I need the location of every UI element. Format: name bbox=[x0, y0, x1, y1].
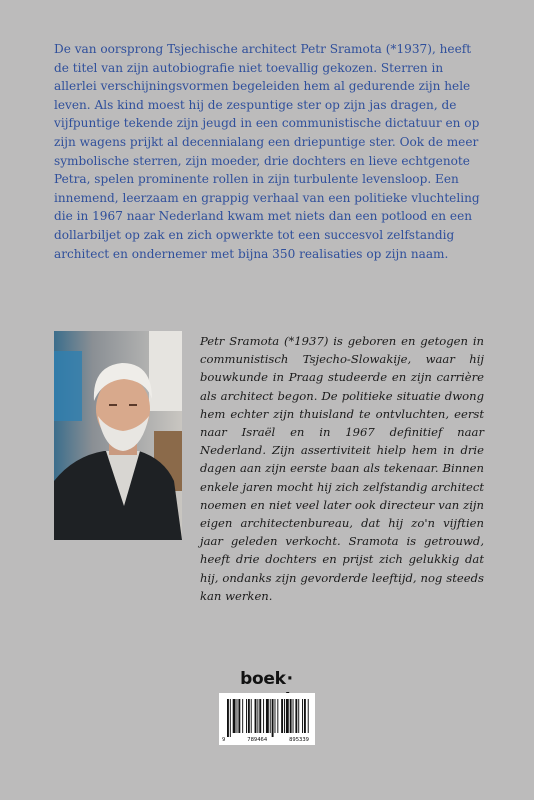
barcode-bar bbox=[308, 699, 309, 733]
barcode-bar bbox=[298, 699, 299, 733]
barcode-bar bbox=[230, 699, 231, 737]
barcode-bar bbox=[275, 699, 276, 733]
barcode-bar bbox=[246, 699, 247, 733]
barcode-bar bbox=[295, 699, 297, 733]
author-photo bbox=[54, 331, 182, 540]
isbn-barcode bbox=[219, 693, 315, 745]
ean-left-group: 789464 bbox=[247, 737, 268, 743]
barcode-bar bbox=[233, 699, 236, 733]
ean-right-group: 895339 bbox=[289, 737, 309, 743]
barcode-bar bbox=[277, 699, 278, 733]
barcode-bar bbox=[266, 699, 269, 733]
barcode-bar bbox=[284, 699, 285, 733]
barcode-bar bbox=[242, 699, 243, 733]
barcode-bar bbox=[248, 699, 250, 733]
barcode-bar bbox=[290, 699, 292, 733]
ean-first-digit: 9 bbox=[222, 737, 226, 743]
barcode-bar bbox=[255, 699, 257, 733]
publisher-logo-dot: · bbox=[286, 669, 293, 689]
barcode-bar bbox=[237, 699, 238, 733]
barcode-bar bbox=[238, 699, 240, 733]
barcode-bar bbox=[251, 699, 252, 733]
barcode-bar bbox=[257, 699, 258, 733]
barcode-bars bbox=[219, 693, 315, 737]
barcode-bar bbox=[263, 699, 264, 733]
author-bio: Petr Sramota (*1937) is geboren en getogen in communistisch Tsjecho-Slowakije, waar hij bouwkunde in Praag studeerde en zijn carrière als architect begon. De politieke situatie dwong hem echter zijn thuisland te ontvluchten, eerst naar Israël en in 1967 definitief naar Nederland. Zijn assertiviteit hielp hem in drie dagen aan zijn eerste baan als tekenaar. Binnen enkele jaren mocht hij zich zelfstandig architect noemen en niet veel later ook directeur van zijn eigen architectenbureau, dat hij zo'n vijftien jaar geleden verkocht. Sramota is getrouwd, heeft drie dochters en prijst zich gelukkig dat hij, ondanks zijn gevorderde leeftijd, nog steeds kan werken. bbox=[200, 334, 484, 603]
barcode-bar bbox=[272, 699, 274, 737]
barcode-bar bbox=[227, 699, 229, 737]
barcode-bar bbox=[281, 699, 283, 733]
barcode-bar bbox=[304, 699, 306, 733]
back-cover-blurb: De van oorsprong Tsjechische architect Petr Sramota (*1937), heeft de titel van zijn autobiografie niet toevallig gekozen. Sterren in allerlei verschijningsvormen begeleiden hem al gedurende zijn hele leven. Als kind moest hij de zespuntige ster op zijn jas dragen, de vijfpuntige tekende zijn jeugd in een communistische dictatuur en op zijn wagens prijkt al decennialang een driepuntige ster. Ook de meer symbolische sterren, zijn moeder, drie dochters en lieve echtgenote Petra, spelen prominente rollen in zijn turbulente levensloop. Een innemend, leerzaam en grappig verhaal van een politieke vluchteling die in 1967 naar Nederland kwam met niets dan een potlood en een dollarbiljet op zak en zich opwerkte tot een succesvol zelfstandig architect en ondernemer met bijna 350 realisaties op zijn naam. bbox=[54, 42, 480, 261]
barcode-bar bbox=[286, 699, 289, 733]
ean-number bbox=[219, 737, 315, 743]
publisher-logo-part1: boek bbox=[240, 669, 286, 689]
barcode-bar bbox=[293, 699, 294, 733]
barcode-bar bbox=[270, 699, 271, 733]
barcode-bar bbox=[259, 699, 261, 733]
barcode-bar bbox=[302, 699, 303, 733]
